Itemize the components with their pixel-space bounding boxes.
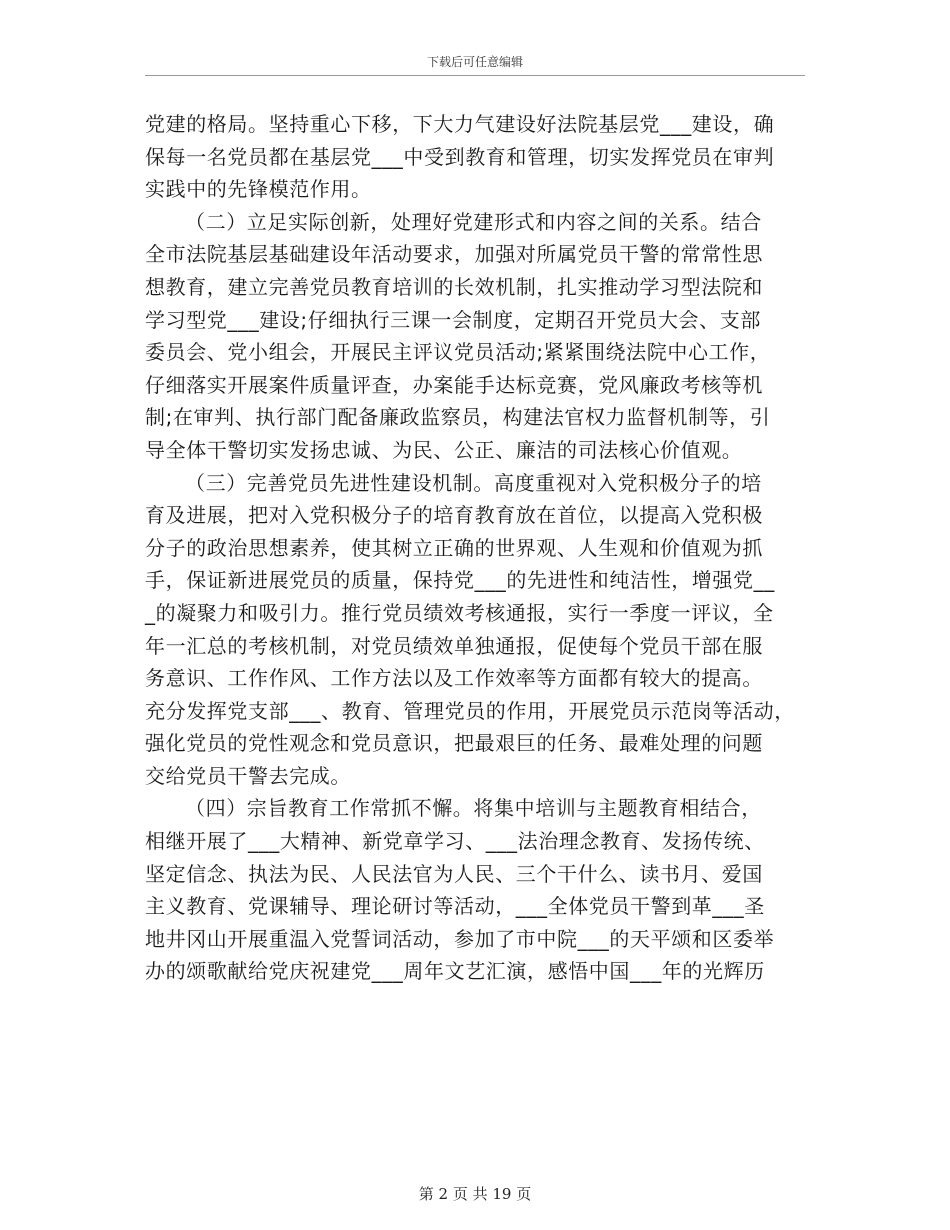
text-line: （四）宗旨教育工作常抓不懈。将集中培训与主题教育相结合，: [185, 796, 762, 821]
text-line: 育及进展，把对入党积极分子的培育教育放在首位，以提高入党积极: [145, 503, 763, 528]
text-line: 相继开展了___大精神、新党章学习、___法治理念教育、发扬传统、: [145, 829, 765, 854]
text-line: 仔细落实开展案件质量评查，办案能手达标竞赛，党风廉政考核等机: [145, 372, 763, 397]
text-line: 想教育，建立完善党员教育培训的长效机制，扎实推动学习型法院和: [145, 274, 763, 299]
text-line: 党建的格局。坚持重心下移，下大力气建设好法院基层党___建设，确: [145, 112, 775, 136]
text-line: 主义教育、党课辅导、理论研讨等活动，___全体党员干警到革___圣: [145, 894, 765, 919]
text-line: 强化党员的党性观念和党员意识，把最艰巨的任务、最难处理的问题: [145, 731, 763, 756]
text-line: （二）立足实际创新，处理好党建形式和内容之间的关系。结合: [185, 209, 762, 234]
paragraph: [145, 108, 810, 206]
text-line: 办的颂歌献给党庆祝建党___周年文艺汇演，感悟中国___年的光辉历: [145, 959, 765, 984]
text-line: 坚定信念、执法为民、人民法官为人民、三个干什么、读书月、爱国: [145, 861, 763, 886]
text-line: 充分发挥党支部___、教育、管理党员的作用，开展党员示范岗等活动，: [145, 698, 795, 723]
text-line: 务意识、工作作风、工作方法以及工作效率等方面都有较大的提高。: [145, 666, 763, 691]
text-line: 委员会、党小组会，开展民主评议党员活动;紧紧围绕法院中心工作，: [145, 340, 771, 365]
page-footer: 第 2 页 共 19 页: [418, 1185, 532, 1203]
text-line: 地井冈山开展重温入党誓词活动，参加了市中院___的天平颂和区委举: [145, 926, 775, 951]
text-line: 保每一名党员都在基层党___中受到教育和管理，切实发挥党员在审判: [145, 144, 775, 169]
paragraph: [145, 467, 810, 793]
text-line: 交给党员干警去完成。: [145, 763, 351, 788]
paragraph: [145, 792, 810, 988]
document-body: [145, 108, 810, 988]
text-line: 实践中的先锋模范作用。: [145, 177, 372, 202]
page-header: 下载后可任意编辑: [426, 55, 523, 69]
text-line: 年一汇总的考核机制，对党员绩效单独通报，促使每个党员干部在服: [145, 633, 763, 658]
text-line: 分子的政治思想素养，使其树立正确的世界观、人生观和价值观为抓: [145, 535, 763, 560]
text-line: 全市法院基层基础建设年活动要求，加强对所属党员干警的常常性思: [145, 242, 763, 267]
header-divider: [145, 75, 805, 76]
text-line: 导全体干警切实发扬忠诚、为民、公正、廉洁的司法核心价值观。: [145, 437, 743, 462]
text-line: 学习型党___建设;仔细执行三课一会制度，定期召开党员大会、支部: [145, 307, 761, 332]
text-line: _的凝聚力和吸引力。推行党员绩效考核通报，实行一季度一评议，全: [145, 600, 774, 625]
text-line: （三）完善党员先进性建设机制。高度重视对入党积极分子的培: [185, 470, 762, 495]
text-line: 制;在审判、执行部门配备廉政监察员，构建法官权力监督机制等，引: [145, 405, 771, 430]
text-line: 手，保证新进展党员的质量，保持党___的先进性和纯洁性，增强党__: [145, 568, 775, 593]
paragraph: [145, 206, 810, 467]
